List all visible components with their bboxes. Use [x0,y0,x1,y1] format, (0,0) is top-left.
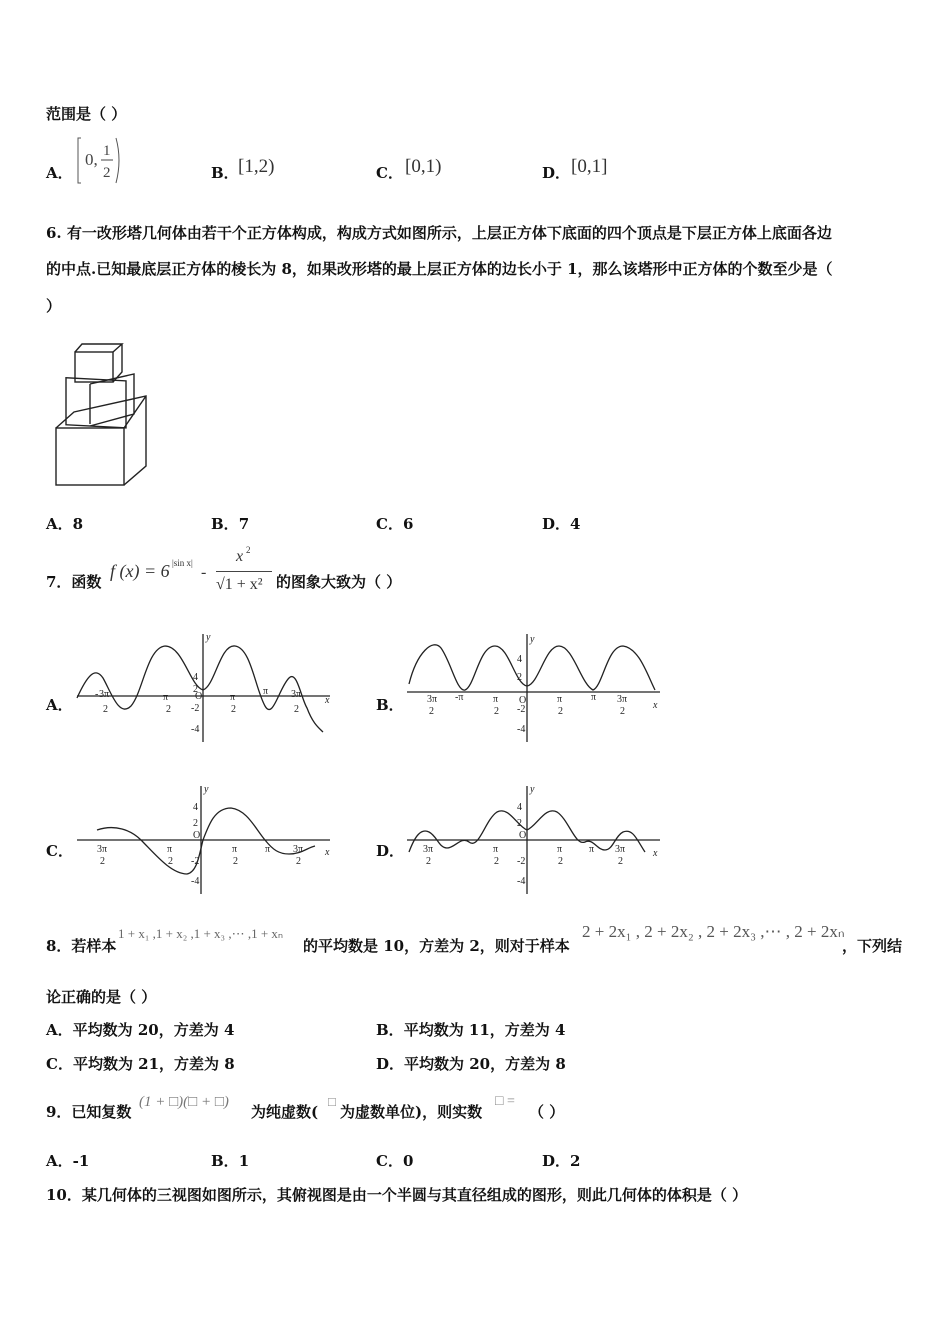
q7-d-pi-full: π [589,844,595,855]
q8-prefix: 8．若样本 [46,937,117,955]
q7-b-tick-m4: -4 [517,724,526,735]
q7-d-y-label: y [530,784,535,795]
q7-d-pi: π [557,844,563,855]
q6-line2: 的中点.已知最底层正方体的棱长为 8，如果改形塔的最上层正方体的边长小于 1，那么该塔形中正方体的个数至少是（ [46,260,833,278]
q7-b-2-pi: 2 [558,706,563,717]
q7-d-origin: O [519,830,527,841]
q9-c-label: C． [376,1152,403,1170]
q5-option-b-label: B． [211,164,239,182]
q8-sample2: 2 + 2x₁ , 2 + 2x₂ , 2 + 2x₃ ,⋯ , 2 + 2xₙ [582,922,845,941]
q6-tower-figure [52,340,152,494]
q7-a-pi-full: π [263,686,269,697]
q8-line2: 论正确的是（ ） [46,988,157,1006]
q9-option-d [542,1150,580,1171]
q6-option-b [211,513,249,534]
q5-option-c-value: [0,1) [405,156,442,177]
q7-a-pi: π [230,692,236,703]
q6-line3: ） [46,297,62,315]
q8-c-value: 平均数为 21，方差为 8 [72,1055,235,1073]
q7-b-x-label: x [653,700,658,711]
q7-a-2-pi: 2 [231,704,236,715]
q6-c-value: 6 [402,515,414,533]
q7-b-2-3pi: 2 [620,706,625,717]
q7-a-3pi: 3π [291,689,302,700]
q7-graph-b-svg [405,628,665,746]
q9-option-b [211,1150,249,1171]
q7-c-3pi: 3π [293,844,304,855]
q7-d-tick-m2: -2 [517,856,526,867]
q7-a-y-label: y [206,632,211,643]
q7-b-3pi: 3π [617,694,628,705]
q7-d-3pi: 3π [615,844,626,855]
q7-graph-d-svg [405,780,665,898]
q7-b-negpi: -π [455,692,464,703]
q6-a-label: A． [46,515,73,533]
q7-c-origin: O [193,830,201,841]
q8-option-c [46,1053,235,1074]
q7-graph-c-label: C． [46,842,73,860]
q9-middle: 为纯虚数( [251,1103,319,1121]
q7-a-tick-m4: -4 [191,724,200,735]
q7-b-2-neg: 2 [429,706,434,717]
q7-denominator: √1 + x² [216,576,263,593]
q7-c-tick-m2: -2 [191,856,200,867]
q7-b-tick-m2: -2 [517,704,526,715]
q5-option-d-label: D． [542,164,571,182]
q7-graph-a-label: A． [46,696,73,714]
q7-d-pi-neg: π [493,844,499,855]
q8-sample1: 1 + x₁ ,1 + x₂ ,1 + x₃ ,⋯ ,1 + xₙ [118,926,284,941]
q7-c-pi-neg: π [167,844,173,855]
q7-exponent: |sin x| [172,558,193,568]
q7-c-tick-2: 2 [193,818,198,829]
q7-c-pi-full: π [265,844,271,855]
q7-c-tick-4: 4 [193,802,198,813]
q5-option-a-label: A． [46,164,73,182]
q7-b-pi-full: π [591,692,597,703]
q9-b-label: B． [211,1152,239,1170]
q8-d-label: D． [376,1055,405,1073]
q9-eq: □ = [495,1094,515,1109]
q7-minus: - [201,564,207,581]
q6-b-value: 7 [238,515,250,533]
q5-option-a-brackets [76,136,126,186]
q7-a-tick-m2: -2 [191,703,200,714]
q9-b-value: 1 [238,1152,250,1170]
q6-b-label: B． [211,515,239,533]
q8-b-label: B． [376,1021,404,1039]
q9-prefix: 9．已知复数 [46,1103,132,1121]
q7-suffix: 的图象大致为（ ） [276,573,402,591]
q9-option-a [46,1150,89,1171]
q5-option-c-label: C． [376,164,403,182]
q5-a-den: 2 [103,165,111,181]
q6-d-label: D． [542,515,571,533]
q6-option-c [376,513,413,534]
q7-b-3pi-neg: 3π [427,694,438,705]
q8-d-value: 平均数为 20，方差为 8 [404,1055,566,1073]
q7-graph-c-svg [75,780,335,898]
q7-graph-b-label: B． [376,696,404,714]
q8-b-value: 平均数为 11，方差为 4 [403,1021,566,1039]
q8-middle: 的平均数是 10，方差为 2，则对于样本 [303,937,570,955]
q10-text: 10．某几何体的三视图如图所示，其俯视图是由一个半圆与其直径组成的图形，则此几何体的体积是（ ） [46,1186,748,1204]
q8-a-label: A． [46,1021,73,1039]
q7-graph-d [405,780,665,902]
q7-a-2-pi-neg: 2 [166,704,171,715]
q7-c-tick-m4: -4 [191,876,200,887]
q8-a-value: 平均数为 20，方差为 4 [72,1021,235,1039]
q9-middle2: 为虚数单位)，则实数 [340,1103,483,1121]
q7-c-2-pi-neg: 2 [168,856,173,867]
q8-c-label: C． [46,1055,73,1073]
q9-a-label: A． [46,1152,73,1170]
q9-c-value: 0 [402,1152,414,1170]
q7-d-tick-m4: -4 [517,876,526,887]
q7-d-3pi-neg: 3π [423,844,434,855]
q9-d-value: 2 [570,1152,581,1170]
q7-fx: f (x) = 6 [110,561,170,581]
q7-a-3pi-neg: 3π [99,689,110,700]
q7-c-3pi-neg: 3π [97,844,108,855]
q9-suffix: （ ） [529,1103,565,1121]
q7-c-2-pi: 2 [233,856,238,867]
q7-b-pi: π [557,694,563,705]
q7-a-x-label: x [325,695,330,706]
q7-d-2-pi-neg: 2 [494,856,499,867]
q7-a-2-3pi: 2 [294,704,299,715]
q5-a-num: 1 [103,143,111,159]
q7-numerator-sup: 2 [246,545,251,555]
q6-c-label: C． [376,515,403,533]
q7-d-2-pi: 2 [558,856,563,867]
q9-d-label: D． [542,1152,571,1170]
q7-b-tick-4: 4 [517,654,522,665]
q7-d-tick-4: 4 [517,802,522,813]
q7-a-pi-neg: π [163,692,169,703]
q7-prefix: 7．函数 [46,573,102,591]
q9-option-c [376,1150,413,1171]
q6-tower-svg [52,340,152,490]
q8-suffix: ，下列结 [842,937,903,955]
q7-b-origin: O [519,695,527,706]
q7-c-2-neg: 2 [100,856,105,867]
q7-b-y-label: y [530,634,535,645]
q7-d-tick-2: 2 [517,818,522,829]
q6-option-d [542,513,580,534]
q5-tail: 范围是（ ） [46,105,127,123]
q7-c-2-3pi: 2 [296,856,301,867]
q8-option-d [376,1053,566,1074]
q7-b-pi-neg: π [493,694,499,705]
q7-graph-d-label: D． [376,842,405,860]
q7-c-y-label: y [204,784,209,795]
q7-graph-a [75,628,335,750]
q7-a-tick-2: 2 [193,684,198,695]
q9-a-value: -1 [72,1152,90,1170]
q7-numerator: x [236,548,244,565]
q7-d-2-neg: 2 [426,856,431,867]
q9-expr: (1 + □)(□ + □) [139,1094,229,1110]
q7-fraction-bar [216,571,272,572]
q9-box: □ [328,1094,336,1109]
q7-graph-c [75,780,335,902]
q5-option-d-value: [0,1] [571,156,608,177]
q8-option-a [46,1019,234,1040]
q7-b-tick-2: 2 [517,672,522,683]
q7-a-2-neg: 2 [103,704,108,715]
q5-option-b-value: [1,2) [238,156,275,177]
q7-graph-b [405,628,665,750]
q6-line1: 6. 有一改形塔几何体由若干个正方体构成，构成方式如图所示，上层正方体下底面的四个顶点是下层正方体上底面各边 [46,224,832,242]
q7-d-2-3pi: 2 [618,856,623,867]
q6-a-value: 8 [72,515,84,533]
q7-d-x-label: x [653,848,658,859]
q7-a-tick-4: 4 [193,672,198,683]
q7-c-x-label: x [325,847,330,858]
q7-b-2-pi-neg: 2 [494,706,499,717]
q7-graph-a-svg [75,628,335,746]
q5-option-a-math [76,136,126,186]
q7-a-neg: - [95,689,99,700]
q7-a-origin: O [195,691,203,702]
q6-d-value: 4 [570,515,581,533]
q6-option-a [46,513,83,534]
q8-option-b [376,1019,565,1040]
q5-a-zero: 0, [85,150,98,169]
q7-c-pi: π [232,844,238,855]
